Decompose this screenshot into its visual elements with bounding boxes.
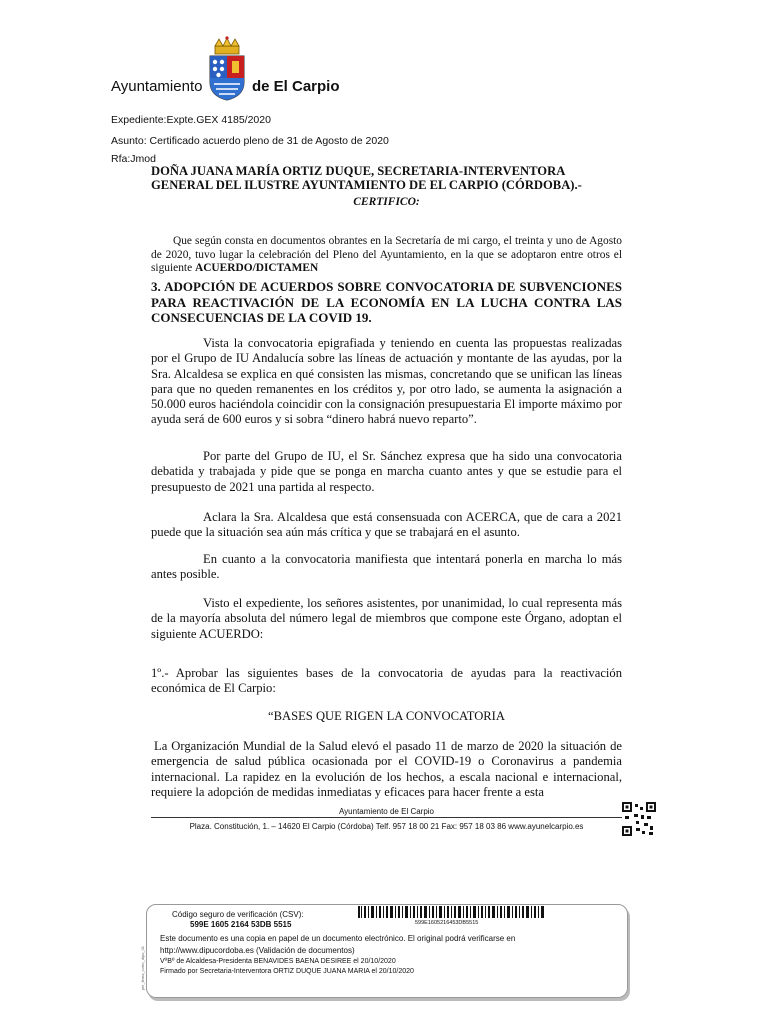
intro-bold-text: ACUERDO/DICTAMEN bbox=[194, 262, 319, 275]
certifier-title: DOÑA JUANA MARÍA ORTIZ DUQUE, SECRETARIA-INTERVENTORA GENERAL DEL ILUSTRE AYUNTAMIENTO DE EL CARPIO (CÓRDOBA).- bbox=[151, 164, 582, 192]
csv-validation-url: http://www.dipucordoba.es (Validación de documentos) bbox=[160, 946, 355, 955]
paragraph-3: Aclara la Sra. Alcaldesa que está consensuada con ACERCA, que de cara a 2021 puede que la situación sea aún más crítica y que se trabajará en el asunto. bbox=[151, 510, 622, 540]
footer-organization: Ayuntamiento de El Carpio bbox=[338, 807, 435, 816]
barcode-icon bbox=[358, 906, 544, 918]
expediente-line: Expediente:Expte.GEX 4185/2020 bbox=[111, 114, 271, 126]
footer-address: Plaza. Constitución, 1. – 14620 El Carpio (Córdoba) Telf. 957 18 00 21 Fax: 957 18 03 86 www.ayunelcarpio.es bbox=[189, 822, 584, 831]
certifico-heading: CERTIFICO: bbox=[353, 196, 420, 208]
paragraph-4: En cuanto a la convocatoria manifiesta que intentará ponerla en marcha lo más antes posible. bbox=[151, 552, 622, 582]
section-heading: 3. ADOPCIÓN DE ACUERDOS SOBRE CONVOCATORIA DE SUBVENCIONES PARA REACTIVACIÓN DE LA ECONOMÍA EN LA LUCHA CONTRA LAS CONSECUENCIAS DE LA COVID 19. bbox=[151, 279, 622, 325]
coat-of-arms-icon bbox=[206, 36, 248, 102]
intro-paragraph bbox=[151, 235, 622, 276]
asunto-line: Asunto: Certificado acuerdo pleno de 31 de Agosto de 2020 bbox=[111, 135, 389, 147]
csv-signature: Firmado por Secretaria-Interventora ORTIZ DUQUE JUANA MARIA el 20/10/2020 bbox=[160, 968, 414, 975]
reference-line: Rfa:Jmod bbox=[111, 153, 156, 165]
csv-label: Código seguro de verificación (CSV): bbox=[172, 910, 304, 919]
csv-copy-note: Este documento es una copia en papel de un documento electrónico. El original podrá verificarse en bbox=[160, 934, 516, 943]
paragraph-2: Por parte del Grupo de IU, el Sr. Sánchez expresa que ha sido una convocatoria debatida y trabajada y pide que se ponga en marcha cuanto antes y que se estudie para el presupuesto de 2021 una partida al respecto. bbox=[151, 449, 622, 494]
paragraph-6: 1º.- Aprobar las siguientes bases de la convocatoria de ayudas para la reactivación económica de El Carpio: bbox=[151, 666, 622, 696]
qr-code-icon bbox=[622, 802, 656, 836]
side-stamp-text: pie_firma_corto_dipu_01 bbox=[140, 945, 145, 990]
paragraph-5: Visto el expediente, los señores asistentes, por unanimidad, lo cual representa más de la mayoría absoluta del número legal de miembros que compone este Órgano, adoptan el siguiente ACUERDO: bbox=[151, 596, 622, 641]
logo-text-el-carpio: de El Carpio bbox=[252, 78, 340, 95]
bases-title: “BASES QUE RIGEN LA CONVOCATORIA bbox=[268, 709, 505, 723]
csv-mayor-approval: VºBº de Alcaldesa-Presidenta BENAVIDES BAENA DESIREE el 20/10/2020 bbox=[160, 958, 396, 965]
csv-code: 599E 1605 2164 53DB 5515 bbox=[190, 920, 292, 929]
barcode-text: 599E1605216453DB5515 bbox=[415, 920, 479, 926]
intro-text: Que según consta en documentos obrantes en la Secretaría de mi cargo, el treinta y uno de Agosto de 2020, tuvo lugar la celebración del Pleno del Ayuntamiento, en la que se adoptaron entre otros el siguiente bbox=[151, 235, 622, 275]
paragraph-7: La Organización Mundial de la Salud elevó el pasado 11 de marzo de 2020 la situación de emergencia de salud pública ocasionada por el COVID-19 o Coronavirus a pandemia internacional. La rapidez en la evolución de los hechos, a escala nacional e internacional, requiere la adopción de medidas inmediatas y eficaces para hacer frente a esta bbox=[151, 739, 622, 799]
footer-divider bbox=[151, 817, 622, 818]
logo-text-ayuntamiento: Ayuntamiento bbox=[111, 78, 203, 95]
paragraph-1: Vista la convocatoria epigrafiada y teniendo en cuenta las propuestas realizadas por el Grupo de IU Andalucía sobre las líneas de actuación y montante de las ayudas, por la Sra. Alcaldesa se explica en qué consisten las mismas, concretando que se unifican las líneas para que no queden remanentes en los créditos y, por otro lado, se aumenta la asignación a 50.000 euros haciéndola coincidir con la consignación presupuestaria El importe máximo por ayuda será de 600 euros y si sobra “dinero habrá nuevo reparto”. bbox=[151, 336, 622, 427]
